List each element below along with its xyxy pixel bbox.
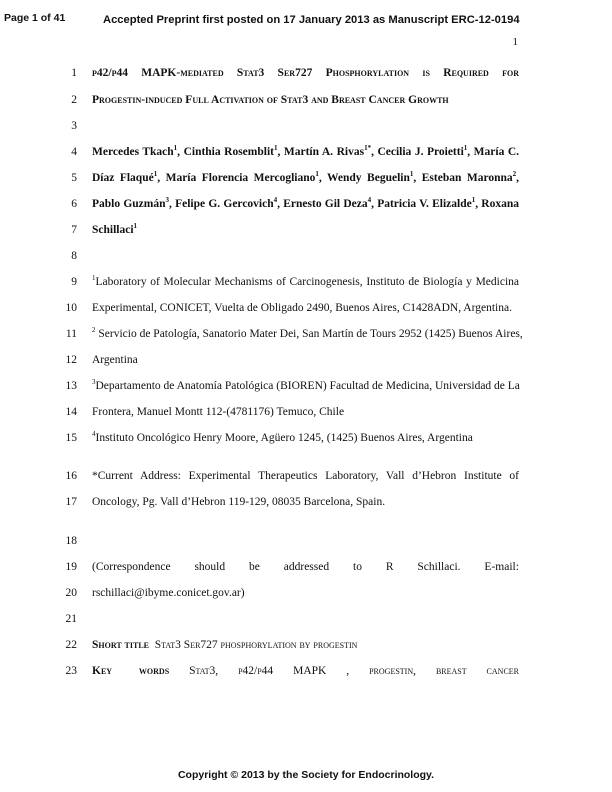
affiliation-text: Instituto Oncológico Henry Moore, Agüero 1245, (1425) Buenos Aires, Argentina	[95, 432, 473, 444]
line-number: 7	[71, 224, 77, 236]
affiliation-marker: 4	[92, 430, 96, 438]
author-affiliation: 1	[133, 222, 138, 230]
affiliation-1-line-1	[92, 276, 519, 288]
author-affiliation: 1	[463, 144, 468, 152]
key-word: p42/p44	[238, 665, 274, 677]
author-name: Pablo Guzmán	[92, 198, 166, 210]
line-number: 13	[65, 380, 77, 392]
affiliation-text: Laboratory of Molecular Mechanisms of Carcinogenesis, Instituto de Biología y Medicina	[95, 276, 519, 288]
affiliation-2-line-2: Argentina	[92, 354, 138, 366]
author-name: Patricia V. Elizalde	[377, 198, 472, 210]
line-number: 15	[65, 432, 77, 444]
author-name: Cecilia J. Proietti	[377, 146, 464, 158]
title-line-1: p42/p44 MAPK-mediated Stat3 Ser727 Phosphorylation is Required for	[92, 67, 519, 79]
key-word: ,	[346, 665, 350, 677]
key-word: breast	[435, 665, 467, 677]
author-name-last: Schillaci	[92, 224, 134, 236]
line-number: 17	[65, 496, 77, 508]
correspondence-line	[92, 561, 519, 573]
author-name-first: Roxana	[481, 198, 519, 210]
affiliation-marker: 1	[92, 274, 96, 282]
title-line-2: Progestin-induced Full Activation of Stat3 and Breast Cancer Growth	[92, 94, 449, 106]
line-number: 6	[71, 198, 77, 210]
page-label: Page 1 of 41	[4, 12, 66, 24]
page-number: 1	[512, 36, 518, 48]
author-name: Wendy Beguelin	[327, 172, 410, 184]
author-name-cont: Díaz Flaqué	[92, 172, 154, 184]
correspondence-word: to	[353, 561, 362, 573]
affiliation-3-line-2: Frontera, Manuel Montt 112-(4781176) Temuco, Chile	[92, 406, 345, 418]
short-title-value: Stat3 Ser727 phosphorylation by progestin	[154, 639, 358, 651]
line-number: 12	[65, 354, 77, 366]
line-number: 5	[71, 172, 77, 184]
line-number: 22	[65, 639, 77, 651]
author-name: Felipe G. Gercovich	[175, 198, 274, 210]
line-number: 1	[71, 67, 77, 79]
line-number: 19	[65, 561, 77, 573]
affiliation-marker: 3	[92, 378, 96, 386]
author-line-1: Mercedes Tkach$^1$, Cinthia Rosemblit$^1$, Martín A. Rivas$^{1*}$, Cecilia J. Proietti$^1$, María C.	[92, 144, 520, 158]
author-affiliation: 1	[471, 196, 476, 204]
short-title-label: Short title	[92, 639, 150, 651]
author-affiliation: 1*	[364, 144, 372, 152]
current-address-line-1: *Current Address: Experimental Therapeutics Laboratory, Vall d’Hebron Institute of	[92, 470, 519, 482]
affiliation-2-line-1	[92, 326, 523, 340]
author-name: Ernesto Gil Deza	[283, 198, 368, 210]
author-affiliation: 1	[273, 144, 278, 152]
author-name: Martín A. Rivas	[283, 146, 365, 158]
preprint-banner: Accepted Preprint first posted on 17 January 2013 as Manuscript ERC-12-0194	[103, 14, 520, 26]
affiliation-marker: 2	[92, 326, 96, 334]
author-affiliation: 4	[367, 196, 372, 204]
correspondence-word: (Correspondence	[92, 561, 171, 573]
author-name: Mercedes Tkach	[92, 146, 174, 158]
line-number: 14	[65, 406, 77, 418]
key-words	[92, 665, 519, 677]
line-number: 23	[65, 665, 77, 677]
affiliation-text: Servicio de Patología, Sanatorio Mater Dei, San Martín de Tours 2952 (1425) Buenos Aires,	[95, 328, 523, 340]
affiliation-1-line-2: Experimental, CONICET, Vuelta de Obligado 2490, Buenos Aires, C1428ADN, Argentina.	[92, 302, 512, 314]
key-word: MAPK	[293, 665, 327, 677]
key-word: Stat3,	[189, 665, 219, 677]
correspondence-word: should	[194, 561, 226, 573]
line-number: 2	[71, 94, 77, 106]
correspondence-word: be	[249, 561, 260, 573]
line-number: 3	[71, 120, 77, 132]
line-number: 9	[71, 276, 77, 288]
line-number: 4	[71, 146, 77, 158]
author-name: María C.	[473, 146, 520, 158]
author-line-3: Pablo Guzmán$^3$, Felipe G. Gercovich$^4$, Ernesto Gil Deza$^4$, Patricia V. Elizalde$^1$, Roxana	[92, 196, 519, 210]
current-address-line-2: Oncology, Pg. Vall d’Hebron 119-129, 08035 Barcelona, Spain.	[92, 496, 386, 508]
key-word: progestin,	[369, 665, 416, 677]
author-affiliation: 3	[165, 196, 170, 204]
author-line-2: Díaz Flaqué$^1$, María Florencia Mercogliano$^1$, Wendy Beguelin$^1$, Esteban Maronna$^2$,	[92, 170, 520, 184]
correspondence-email[interactable]: rschillaci@ibyme.conicet.gov.ar)	[92, 587, 245, 599]
author-affiliation: 1	[409, 170, 414, 178]
correspondence-word: R	[385, 561, 394, 573]
author-affiliation: 1	[153, 170, 158, 178]
author-name: María Florencia Mercogliano	[165, 172, 316, 184]
line-number: 20	[65, 587, 77, 599]
line-number: 16	[65, 470, 77, 482]
key-word: cancer	[486, 665, 519, 677]
line-number: 21	[65, 613, 77, 625]
short-title	[92, 639, 519, 651]
key-words-label: Key words	[92, 665, 170, 677]
author-line-4	[92, 224, 519, 236]
affiliation-4-line-1	[92, 432, 519, 444]
correspondence-word: Schillaci.	[417, 561, 461, 573]
copyright-footer: Copyright © 2013 by the Society for Endocrinology.	[177, 769, 435, 781]
line-number: 11	[65, 328, 77, 340]
author-affiliation: 2	[512, 170, 517, 178]
line-number: 8	[71, 250, 77, 262]
author-affiliation: 4	[273, 196, 278, 204]
affiliation-text: Departamento de Anatomía Patológica (BIOREN) Facultad de Medicina, Universidad de La	[95, 380, 520, 392]
author-name: Cinthia Rosemblit	[183, 146, 274, 158]
line-number: 10	[65, 302, 77, 314]
author-affiliation: 1	[173, 144, 178, 152]
author-name: Esteban Maronna	[421, 172, 513, 184]
correspondence-word: E-mail:	[484, 561, 519, 573]
line-number: 18	[65, 535, 77, 547]
author-affiliation: 1	[315, 170, 319, 178]
correspondence-word: addressed	[283, 561, 330, 573]
affiliation-3-line-1	[92, 380, 519, 392]
